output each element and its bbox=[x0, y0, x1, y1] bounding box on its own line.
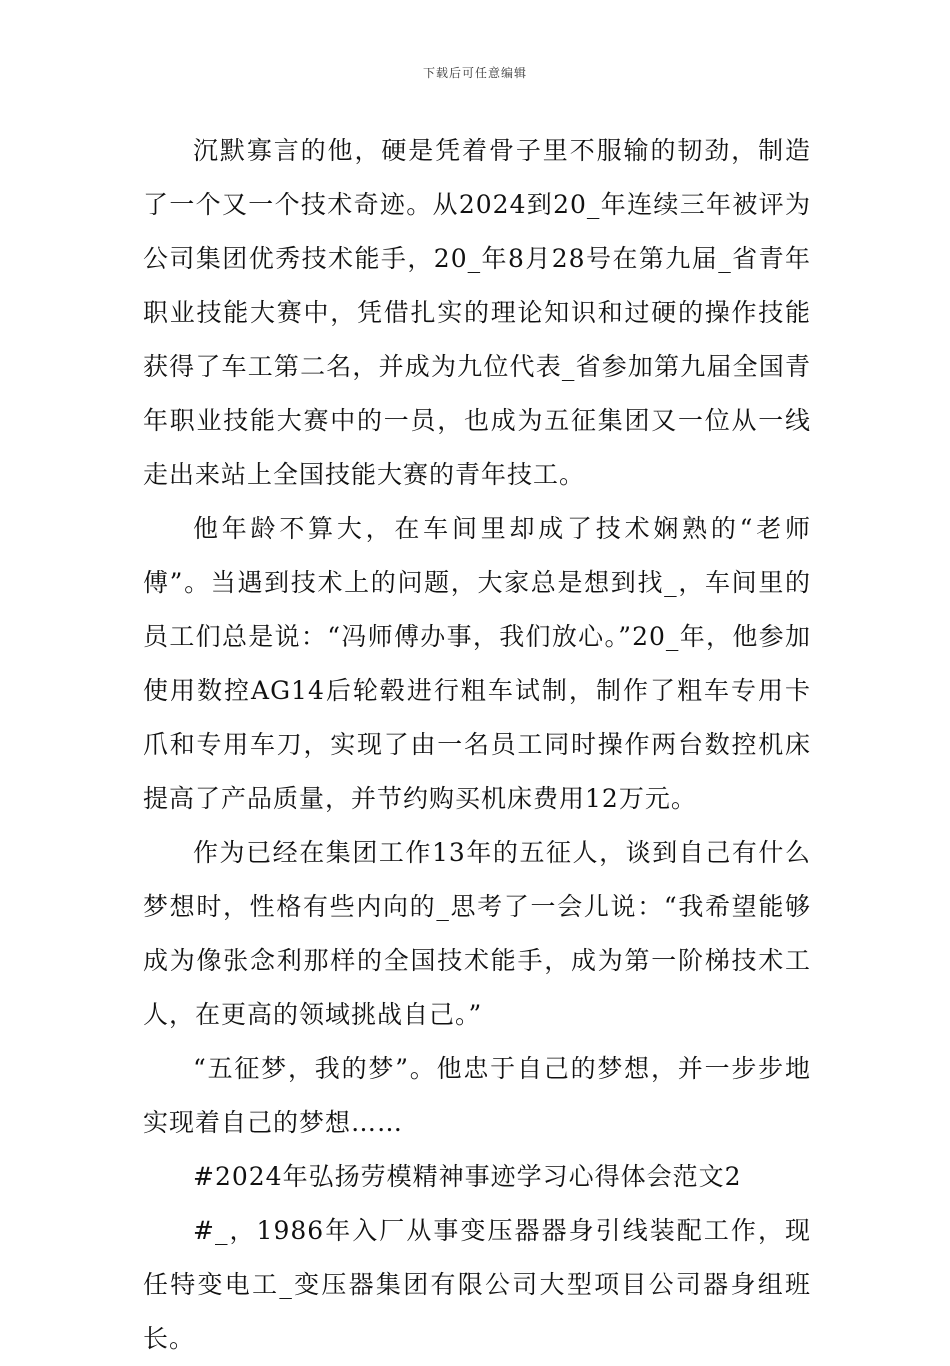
section-heading: #2024年弘扬劳模精神事迹学习心得体会范文2 bbox=[193, 1162, 742, 1191]
paragraph-4: “五征梦，我的梦”。他忠于自己的梦想，并一步步地实现着自己的梦想…… bbox=[143, 1054, 811, 1137]
paragraph-5: #_，1986年入厂从事变压器器身引线装配工作，现任特变电工_变压器集团有限公司大型项目公司器身组班长。 bbox=[143, 1216, 811, 1353]
paragraph-2: 他年龄不算大，在车间里却成了技术娴熟的“老师傅”。当遇到技术上的问题，大家总是想到找_，车间里的员工们总是说：“冯师傅办事，我们放心。”20_年，他参加使用数控AG14后轮毂进行粗车试制，制作了粗车专用卡爪和专用车刀，实现了由一名员工同时操作两台数控机床提高了产品质量，并节约购买机床费用12万元。 bbox=[143, 514, 811, 813]
page-header: 下载后可任意编辑 bbox=[422, 66, 527, 80]
paragraph-1: 沉默寡言的他，硬是凭着骨子里不服输的韧劲，制造了一个又一个技术奇迹。从2024到20_年连续三年被评为公司集团优秀技术能手，20_年8月28号在第九届_省青年职业技能大赛中，凭借扎实的理论知识和过硬的操作技能获得了车工第二名，并成为九位代表_省参加第九届全国青年职业技能大赛中的一员，也成为五征集团又一位从一线走出来站上全国技能大赛的青年技工。 bbox=[143, 136, 811, 489]
document-body bbox=[143, 124, 811, 1366]
paragraph-3: 作为已经在集团工作13年的五征人，谈到自己有什么梦想时，性格有些内向的_思考了一会儿说：“我希望能够成为像张念利那样的全国技术能手，成为第一阶梯技术工人，在更高的领域挑战自己。” bbox=[143, 838, 811, 1029]
